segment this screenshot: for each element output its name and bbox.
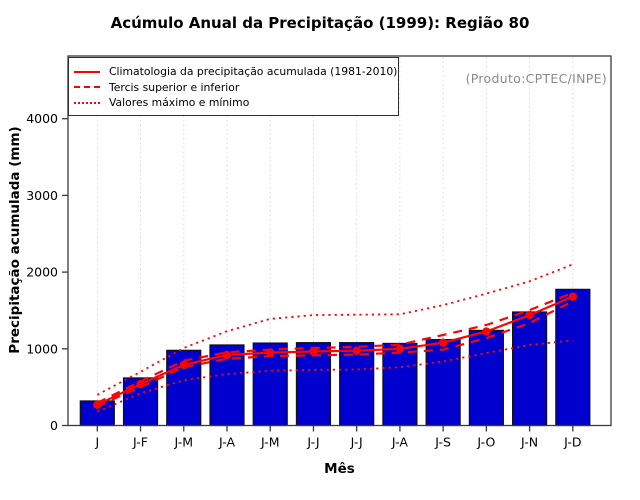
x-tick-label: J bbox=[95, 434, 100, 450]
product-annotation: (Produto:CPTEC/INPE) bbox=[465, 71, 607, 86]
x-tick-label: J-M bbox=[260, 434, 280, 450]
legend-item-label: Valores máximo e mínimo bbox=[109, 96, 250, 110]
climatology-point bbox=[569, 292, 577, 300]
y-axis-label: Precipitação acumulada (mm) bbox=[7, 126, 23, 354]
x-tick-label: J-F bbox=[133, 434, 149, 450]
x-tick-label: J-O bbox=[477, 434, 496, 450]
climatology-point bbox=[309, 347, 317, 355]
x-tick-label: J-J bbox=[307, 434, 320, 450]
chart-title: Acúmulo Anual da Precipitação (1999): Região 80 bbox=[110, 14, 530, 32]
legend-item-label: Climatologia da precipitação acumulada (1981-2010) bbox=[109, 65, 398, 79]
legend-item-climatology bbox=[74, 64, 398, 80]
legend-box bbox=[68, 57, 399, 116]
climatology-point bbox=[180, 361, 188, 369]
x-tick-label: J-A bbox=[218, 434, 236, 450]
y-tick-label: 0 bbox=[50, 418, 58, 433]
climatology-point bbox=[525, 311, 533, 319]
climatology-point bbox=[93, 401, 101, 409]
climatology-point bbox=[439, 338, 447, 346]
x-tick-label: J-S bbox=[435, 434, 451, 450]
x-axis-label: Mês bbox=[324, 461, 355, 477]
solid-line-sample-icon bbox=[74, 71, 100, 73]
x-tick-label: J-M bbox=[174, 434, 194, 450]
climatology-point bbox=[396, 345, 404, 353]
bar bbox=[556, 289, 590, 425]
climatology-point bbox=[136, 380, 144, 388]
x-tick-label: J-J bbox=[350, 434, 363, 450]
bar bbox=[426, 340, 460, 426]
climatology-point bbox=[266, 348, 274, 356]
climatology-point bbox=[482, 327, 490, 335]
legend-item-terciles bbox=[74, 80, 398, 96]
x-tick-label: J-N bbox=[521, 434, 539, 450]
climatology-point bbox=[352, 347, 360, 355]
dashed-line-sample-icon bbox=[74, 86, 100, 88]
y-tick-label: 3000 bbox=[26, 187, 58, 203]
y-tick-label: 2000 bbox=[26, 264, 58, 280]
dotted-line-sample-icon bbox=[74, 102, 100, 104]
legend-item-label: Tercis superior e inferior bbox=[109, 80, 240, 94]
bar bbox=[513, 312, 547, 426]
y-tick-label: 4000 bbox=[26, 111, 58, 127]
x-tick-label: J-D bbox=[564, 434, 582, 450]
bar bbox=[469, 330, 503, 425]
climatology-point bbox=[223, 351, 231, 359]
legend-item-max-min bbox=[74, 95, 398, 111]
x-tick-label: J-A bbox=[391, 434, 408, 450]
y-tick-label: 1000 bbox=[26, 341, 58, 357]
bar bbox=[383, 343, 417, 425]
